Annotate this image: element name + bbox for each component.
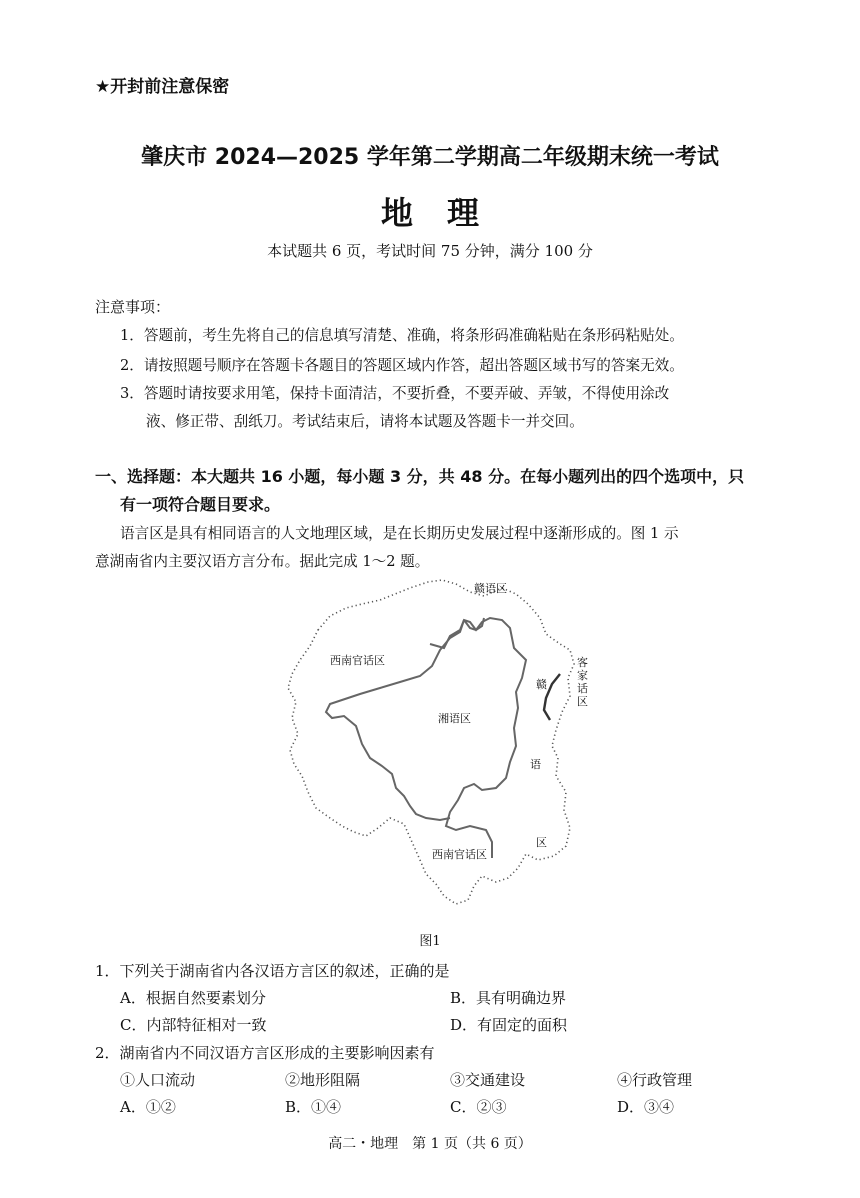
notice-item: 1．答题前，考生先将自己的信息填写清楚、准确，将条形码准确粘贴在条形码粘贴处。 (120, 327, 684, 344)
section-heading-continued: 有一项符合题目要求。 (120, 495, 281, 514)
label-gan-side-1: 赣 (536, 678, 547, 691)
exam-title: 肇庆市 2024—2025 学年第二学期高二年级期末统一考试 (141, 145, 719, 170)
question-1-option-b: B．具有明确边界 (450, 989, 567, 1007)
label-gan-top: 赣语区 (474, 582, 507, 595)
label-xiang: 湘语区 (438, 712, 471, 725)
label-kejia-3: 话 (577, 682, 588, 695)
label-kejia-2: 家 (577, 669, 588, 682)
question-2-item-1: ①人口流动 (120, 1071, 196, 1089)
page-footer: 高二・地理 第 1 页（共 6 页） (328, 1136, 532, 1152)
question-2-stem: 2．湖南省内不同汉语方言区形成的主要影响因素有 (95, 1044, 435, 1062)
question-1-option-c: C．内部特征相对一致 (120, 1016, 267, 1034)
question-2-option-b: B．①④ (285, 1098, 342, 1116)
notice-item-continued: 液、修正带、刮纸刀。考试结束后，请将本试题及答题卡一并交回。 (146, 413, 584, 430)
province-boundary (288, 580, 574, 904)
notice-item: 2．请按照题号顺序在答题卡各题目的答题区域内作答，超出答题区域书写的答案无效。 (120, 357, 684, 374)
question-2-option-a: A．①② (120, 1098, 176, 1116)
question-2-option-d: D．③④ (617, 1098, 675, 1116)
passage-intro: 语言区是具有相同语言的人文地理区域，是在长期历史发展过程中逐渐形成的。图 1 示 (120, 525, 679, 542)
label-xinan-top: 西南官话区 (330, 654, 385, 667)
label-xinan-bottom: 西南官话区 (432, 848, 487, 861)
subject-title: 地理 (380, 194, 513, 232)
label-kejia-4: 区 (577, 695, 588, 708)
dialect-boundary-main (430, 618, 526, 858)
notice-title: 注意事项： (95, 298, 171, 316)
label-gan-side-3: 区 (536, 836, 547, 849)
dialect-map (270, 578, 610, 908)
confidential-notice: ★开封前注意保密 (95, 77, 230, 97)
question-2-item-4: ④行政管理 (617, 1071, 693, 1089)
question-1-option-a: A．根据自然要素划分 (120, 989, 266, 1007)
question-2-item-2: ②地形阻隔 (285, 1071, 361, 1089)
label-kejia-1: 客 (577, 656, 588, 669)
figure-caption: 图1 (419, 934, 441, 949)
section-heading: 一、选择题：本大题共 16 小题，每小题 3 分，共 48 分。在每小题列出的四个选项中，只 (95, 467, 745, 486)
notice-item: 3．答题时请按要求用笔，保持卡面清洁，不要折叠，不要弄破、弄皱，不得使用涂改 (120, 385, 670, 402)
question-1-stem: 1．下列关于湖南省内各汉语方言区的叙述，正确的是 (95, 962, 450, 980)
question-2-option-c: C．②③ (450, 1098, 507, 1116)
question-2-item-3: ③交通建设 (450, 1071, 526, 1089)
question-1-option-d: D．有固定的面积 (450, 1016, 568, 1034)
exam-meta: 本试题共 6 页，考试时间 75 分钟，满分 100 分 (267, 242, 593, 260)
passage-intro-continued: 意湖南省内主要汉语方言分布。据此完成 1～2 题。 (95, 553, 430, 570)
label-gan-side-2: 语 (530, 758, 541, 771)
